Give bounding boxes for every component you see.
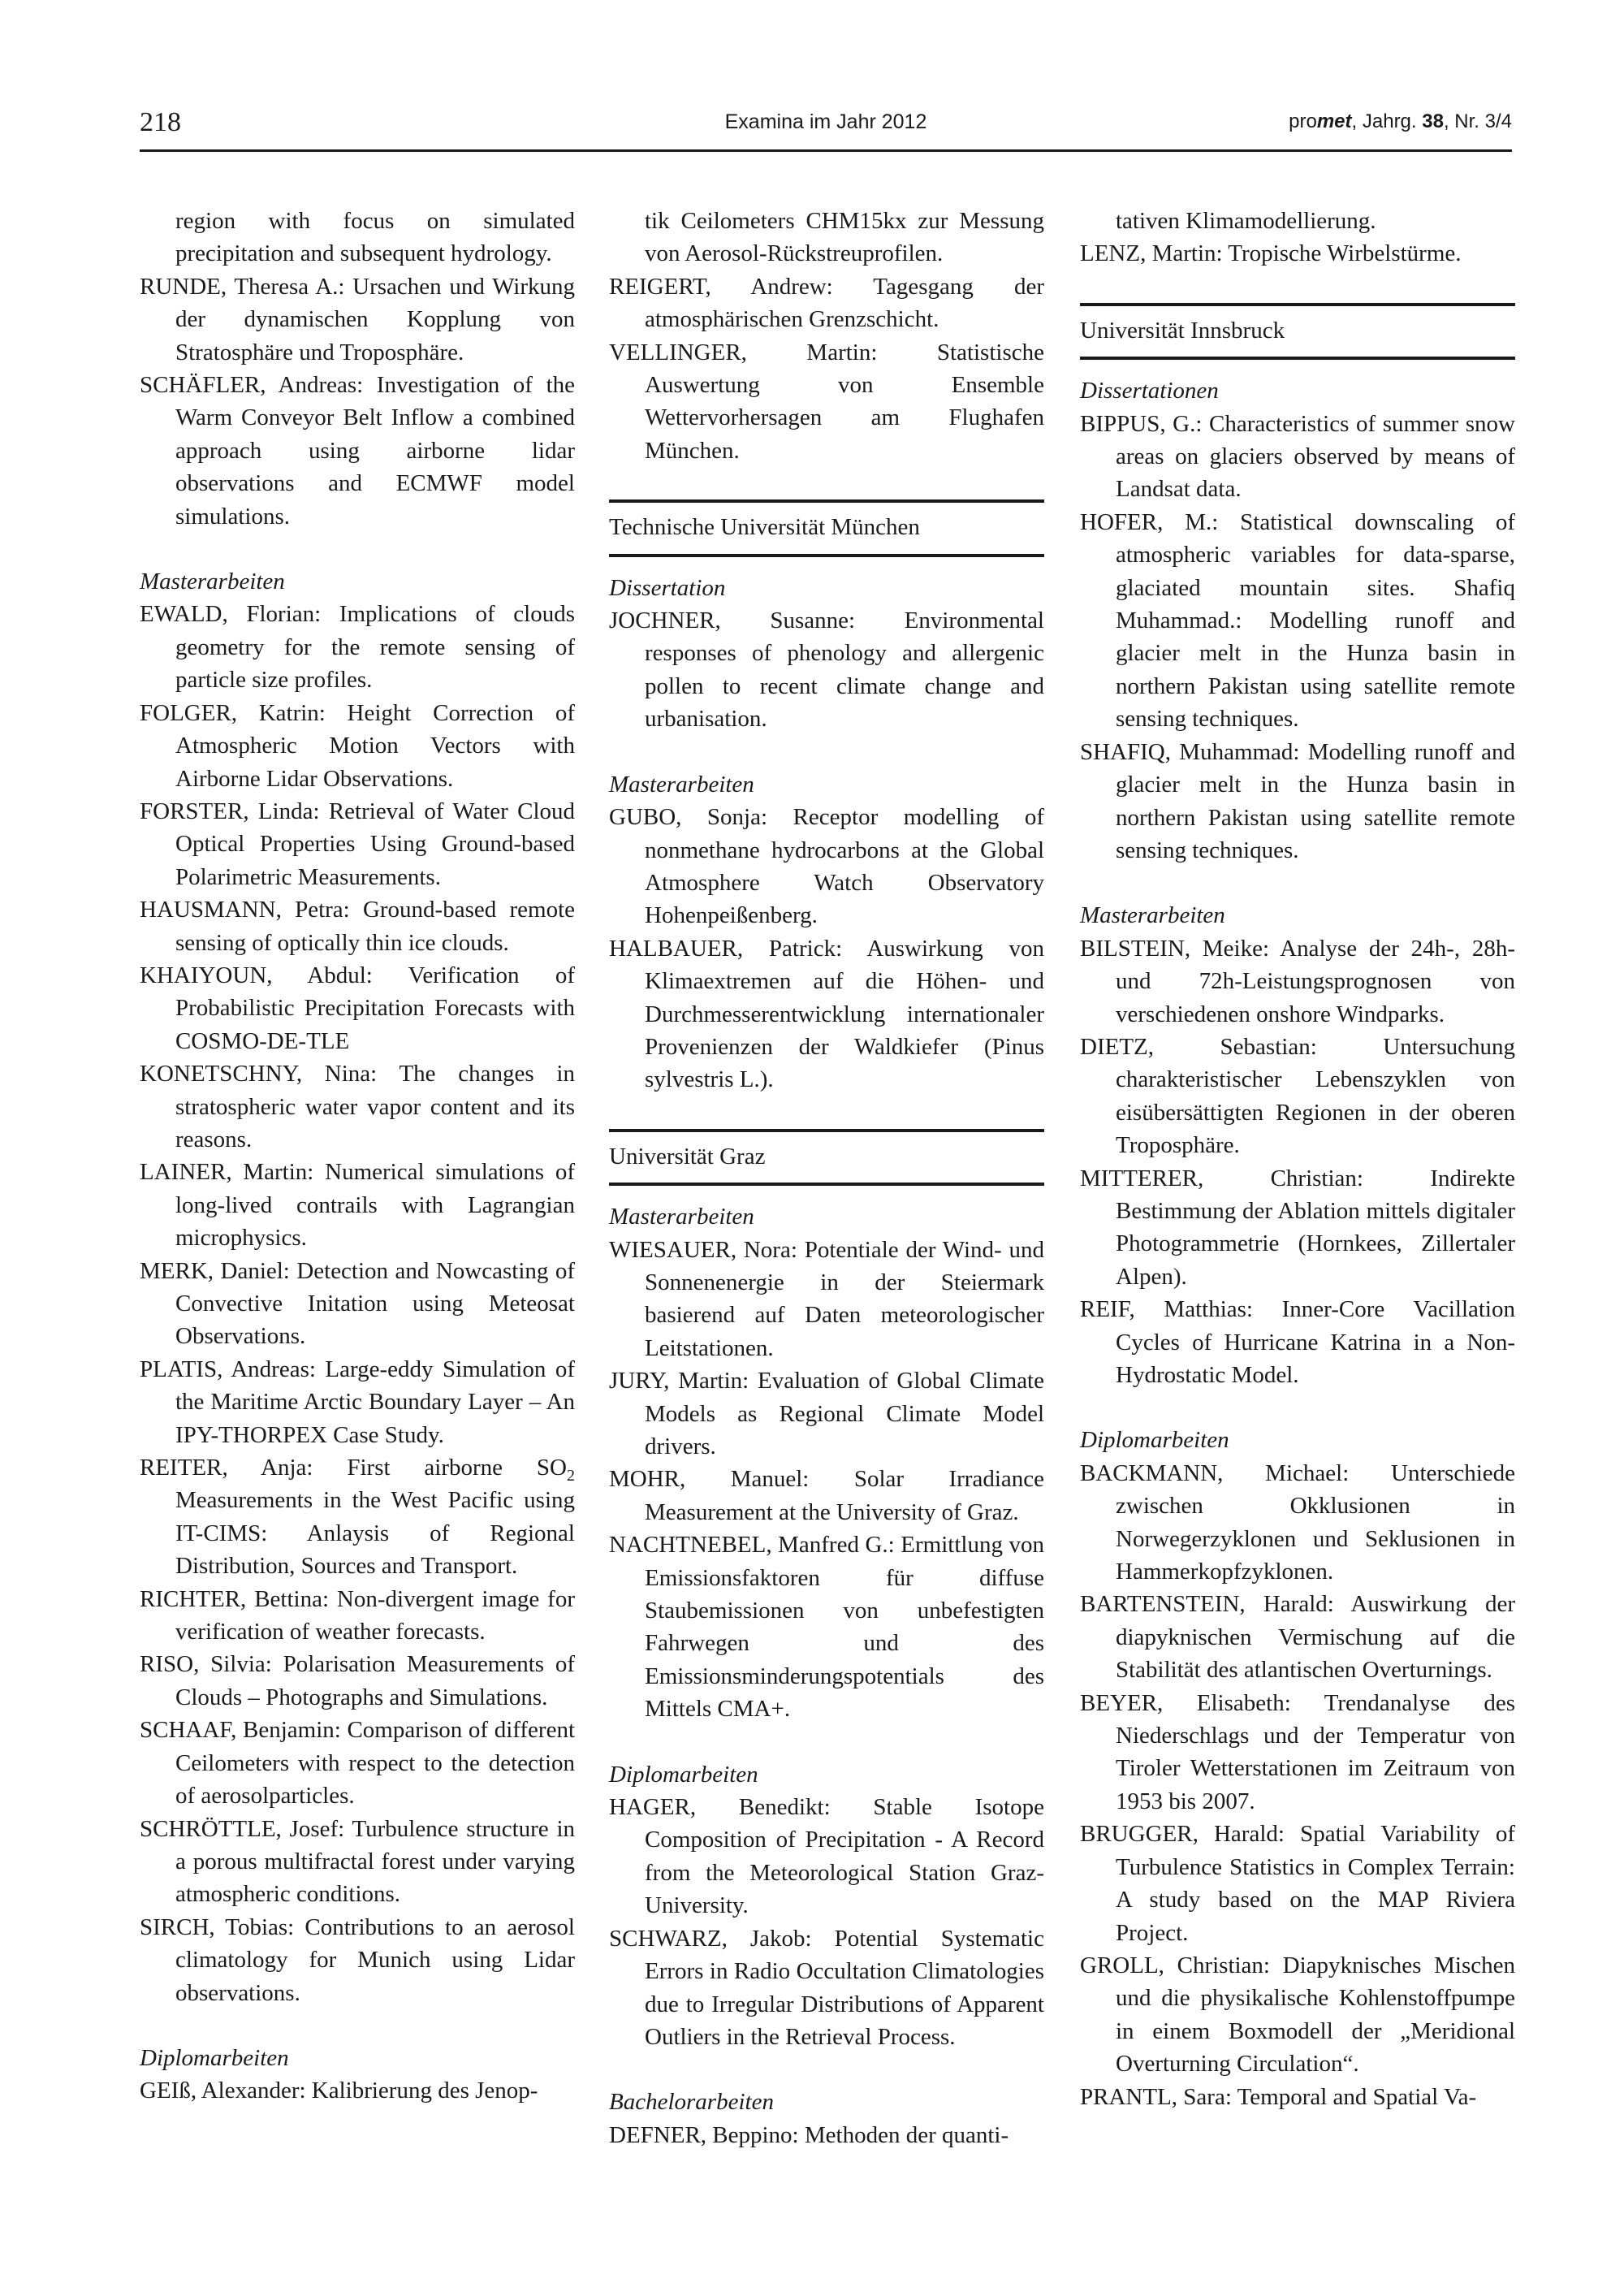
journal-title: Examina im Jahr 2012 xyxy=(724,110,927,133)
entry-backmann: BACKMANN, Michael: Unterschiede zwischen Okklusionen in Norwegerzyklonen und Seklusionen in Hammerkopfzyklonen. xyxy=(1080,1459,1515,1585)
entry-mitterer: MITTERER, Christian: Indirekte Bestimmung der Ablation mittels digitaler Photogrammetrie (Hornkees, Zillertaler Alpen). xyxy=(1080,1165,1515,1290)
entry-mohr: MOHR, Manuel: Solar Irradiance Measurement at the University of Graz. xyxy=(609,1466,1044,1525)
entry-schwarz: SCHWARZ, Jakob: Potential Systematic Errors in Radio Occultation Climatologies due to Irregular Distributions of Apparent Outliers in the Retrieval Process. xyxy=(609,1925,1044,2050)
page-header xyxy=(140,101,1512,152)
reiter-subscript: 2 xyxy=(567,1466,575,1485)
entry-bartenstein: BARTENSTEIN, Harald: Auswirkung der diapyknischen Vermischung auf die Stabilität des atlantischen Overturnings. xyxy=(1080,1591,1515,1684)
entry-hofer: HOFER, M.: Statistical downscaling of atmospheric variables for data-sparse, glaciated mountain sites. Shafiq Muhammad.: Modelling runoff and glacier melt in the Hunza basin in northern Pakistan using satellite remote sensing techniques. xyxy=(1080,508,1515,733)
entry-ewald: EWALD, Florian: Implications of clouds geometry for the remote sensing of particle size profiles. xyxy=(140,601,575,694)
section-bachelorarbeiten: Bachelorarbeiten xyxy=(609,2089,774,2116)
section-diplomarbeiten: Diplomarbeiten xyxy=(609,1761,758,1788)
entry-groll: GROLL, Christian: Diapyknisches Mischen und die physikalische Kohlenstoffpumpe in einem Boxmodell der „Meridional Overturning Circulation“. xyxy=(1080,1952,1515,2078)
entry-hager: HAGER, Benedikt: Stable Isotope Composition of Precipitation - A Record from the Meteorological Station Graz-University. xyxy=(609,1794,1044,1919)
column-3 xyxy=(1080,205,1515,2113)
entry-gubo: GUBO, Sonja: Receptor modelling of nonmethane hydrocarbons at the Global Atmosphere Watch Observatory Hohenpeißenberg. xyxy=(609,804,1044,929)
university-heading-tum: Technische Universität München xyxy=(609,499,1044,556)
entry-geiss: GEIß, Alexander: Kalibrierung des Jenop- xyxy=(140,2078,538,2104)
issue-prefix: pro xyxy=(1289,110,1317,132)
entry-bippus: BIPPUS, G.: Characteristics of summer snow areas on glaciers observed by means of Landsat data. xyxy=(1080,410,1515,503)
entry-continued: tik Ceilometers CHM15kx zur Messung von Aerosol-Rückstreuprofilen. xyxy=(645,208,1044,267)
entry-sirch: SIRCH, Tobias: Contributions to an aerosol climatology for Munich using Lidar observations. xyxy=(140,1913,575,2006)
issue-jahrg: , Jahrg. xyxy=(1351,110,1423,132)
entry-schaaf: SCHAAF, Benjamin: Comparison of different Ceilometers with respect to the detection of aerosolparticles. xyxy=(140,1717,575,1810)
entry-lenz: LENZ, Martin: Tropische Wirbelstürme. xyxy=(1080,240,1462,267)
entry-lainer: LAINER, Martin: Numerical simulations of long-lived contrails with Lagrangian microphysics. xyxy=(140,1159,575,1252)
entry-nachtnebel: NACHTNEBEL, Manfred G.: Ermittlung von Emissionsfaktoren für diffuse Staubemissionen von unbefestigten Fahrwegen und des Emissionsminderungspotentials des Mittels CMA+. xyxy=(609,1532,1044,1723)
entry-jochner: JOCHNER, Susanne: Environmental responses of phenology and allergenic pollen to recent climate change and urbanisation. xyxy=(609,608,1044,733)
reiter-text-b: Measurements in the West Pacific using IT-CIMS: Anlaysis of Regional Distribution, Sources and Transport. xyxy=(175,1487,575,1580)
university-heading-graz: Universität Graz xyxy=(609,1129,1044,1186)
entry-prantl: PRANTL, Sara: Temporal and Spatial Va- xyxy=(1080,2083,1477,2110)
entry-richter: RICHTER, Bettina: Non-divergent image for verification of weather forecasts. xyxy=(140,1585,575,1645)
section-diplomarbeiten: Diplomarbeiten xyxy=(1080,1427,1229,1454)
entry-jury: JURY, Martin: Evaluation of Global Climate Models as Regional Climate Model drivers. xyxy=(609,1368,1044,1459)
entry-continued: tativen Klimamodellierung. xyxy=(1116,208,1376,234)
entry-platis: PLATIS, Andreas: Large-eddy Simulation of the Maritime Arctic Boundary Layer – An IPY-THORPEX Case Study. xyxy=(140,1356,575,1448)
entry-wiesauer: WIESAUER, Nora: Potentiale der Wind- und Sonnenenergie in der Steiermark basierend auf Daten meteorologischer Leitstationen. xyxy=(609,1236,1044,1361)
column-2 xyxy=(609,205,1044,2151)
section-masterarbeiten: Masterarbeiten xyxy=(1080,902,1225,929)
entry-bilstein: BILSTEIN, Meike: Analyse der 24h-, 28h- und 72h-Leistungsprognosen von verschiedenen onshore Windparks. xyxy=(1080,935,1515,1027)
entry-folger: FOLGER, Katrin: Height Correction of Atmospheric Motion Vectors with Airborne Lidar Observations. xyxy=(140,699,575,792)
entry-forster: FORSTER, Linda: Retrieval of Water Cloud Optical Properties Using Ground-based Polarimetric Measurements. xyxy=(140,798,575,890)
issue-info xyxy=(1289,110,1512,133)
university-heading-innsbruck: Universität Innsbruck xyxy=(1080,303,1515,360)
entry-dietz: DIETZ, Sebastian: Untersuchung charakteristischer Lebenszyklen von eisübersättigten Regionen in der oberen Troposphäre. xyxy=(1080,1033,1515,1159)
section-diplomarbeiten: Diplomarbeiten xyxy=(140,2044,289,2071)
entry-konetschny: KONETSCHNY, Nina: The changes in stratospheric water vapor content and its reasons. xyxy=(140,1061,575,1152)
entry-defner: DEFNER, Beppino: Methoden der quanti- xyxy=(609,2121,1009,2148)
reiter-text-a: REITER, Anja: First airborne SO xyxy=(140,1455,567,1481)
issue-volume: 38 xyxy=(1422,110,1444,132)
page-number: 218 xyxy=(140,107,181,137)
entry-vellinger: VELLINGER, Martin: Statistische Auswertung von Ensemble Wettervorhersagen am Flughafen München. xyxy=(609,339,1044,464)
entry-runde: RUNDE, Theresa A.: Ursachen und Wirkung der dynamischen Kopplung von Stratosphäre und Troposphäre. xyxy=(140,273,575,365)
section-dissertation: Dissertation xyxy=(609,574,726,601)
entry-merk: MERK, Daniel: Detection and Nowcasting of Convective Initation using Meteosat Observations. xyxy=(140,1257,575,1350)
entry-schaefler: SCHÄFLER, Andreas: Investigation of the Warm Conveyor Belt Inflow a combined approach using airborne lidar observations and ECMWF model simulations. xyxy=(140,372,575,530)
section-dissertationen: Dissertationen xyxy=(1080,378,1219,404)
section-masterarbeiten: Masterarbeiten xyxy=(609,771,754,798)
entry-reif: REIF, Matthias: Inner-Core Vacillation Cycles of Hurricane Katrina in a Non-Hydrostatic Model. xyxy=(1080,1296,1515,1388)
issue-nr: , Nr. 3/4 xyxy=(1443,110,1512,132)
entry-beyer: BEYER, Elisabeth: Trendanalyse des Niederschlags und der Temperatur von Tiroler Wetterstationen im Zeitraum von 1953 bis 2007. xyxy=(1080,1689,1515,1814)
entry-hausmann: HAUSMANN, Petra: Ground-based remote sensing of optically thin ice clouds. xyxy=(140,897,575,956)
entry-reiter xyxy=(140,1451,575,1583)
entry-riso: RISO, Silvia: Polarisation Measurements of Clouds – Photographs and Simulations. xyxy=(140,1651,575,1710)
entry-schroettle: SCHRÖTTLE, Josef: Turbulence structure in a porous multifractal forest under varying atmospheric conditions. xyxy=(140,1815,575,1908)
entry-reigert: REIGERT, Andrew: Tagesgang der atmosphärischen Grenzschicht. xyxy=(609,273,1044,333)
entry-brugger: BRUGGER, Harald: Spatial Variability of Turbulence Statistics in Complex Terrain: A study based on the MAP Riviera Project. xyxy=(1080,1821,1515,1946)
entry-shafiq: SHAFIQ, Muhammad: Modelling runoff and glacier melt in the Hunza basin in northern Pakistan using satellite remote sensing techniques. xyxy=(1080,738,1515,863)
section-masterarbeiten-graz: Masterarbeiten xyxy=(609,1204,754,1230)
entry-khaiyoun: KHAIYOUN, Abdul: Verification of Probabilistic Precipitation Forecasts with COSMO-DE-TLE xyxy=(140,962,575,1054)
entry-halbauer: HALBAUER, Patrick: Auswirkung von Klimaextremen auf die Höhen- und Durchmesserentwicklung internationaler Provenienzen der Waldkiefer (Pinus sylvestris L.). xyxy=(609,935,1044,1093)
entry-continued: region with focus on simulated precipitation and subsequent hydrology. xyxy=(175,208,575,267)
section-masterarbeiten: Masterarbeiten xyxy=(140,569,285,595)
column-1 xyxy=(140,205,575,2108)
issue-brand: met xyxy=(1316,110,1352,132)
